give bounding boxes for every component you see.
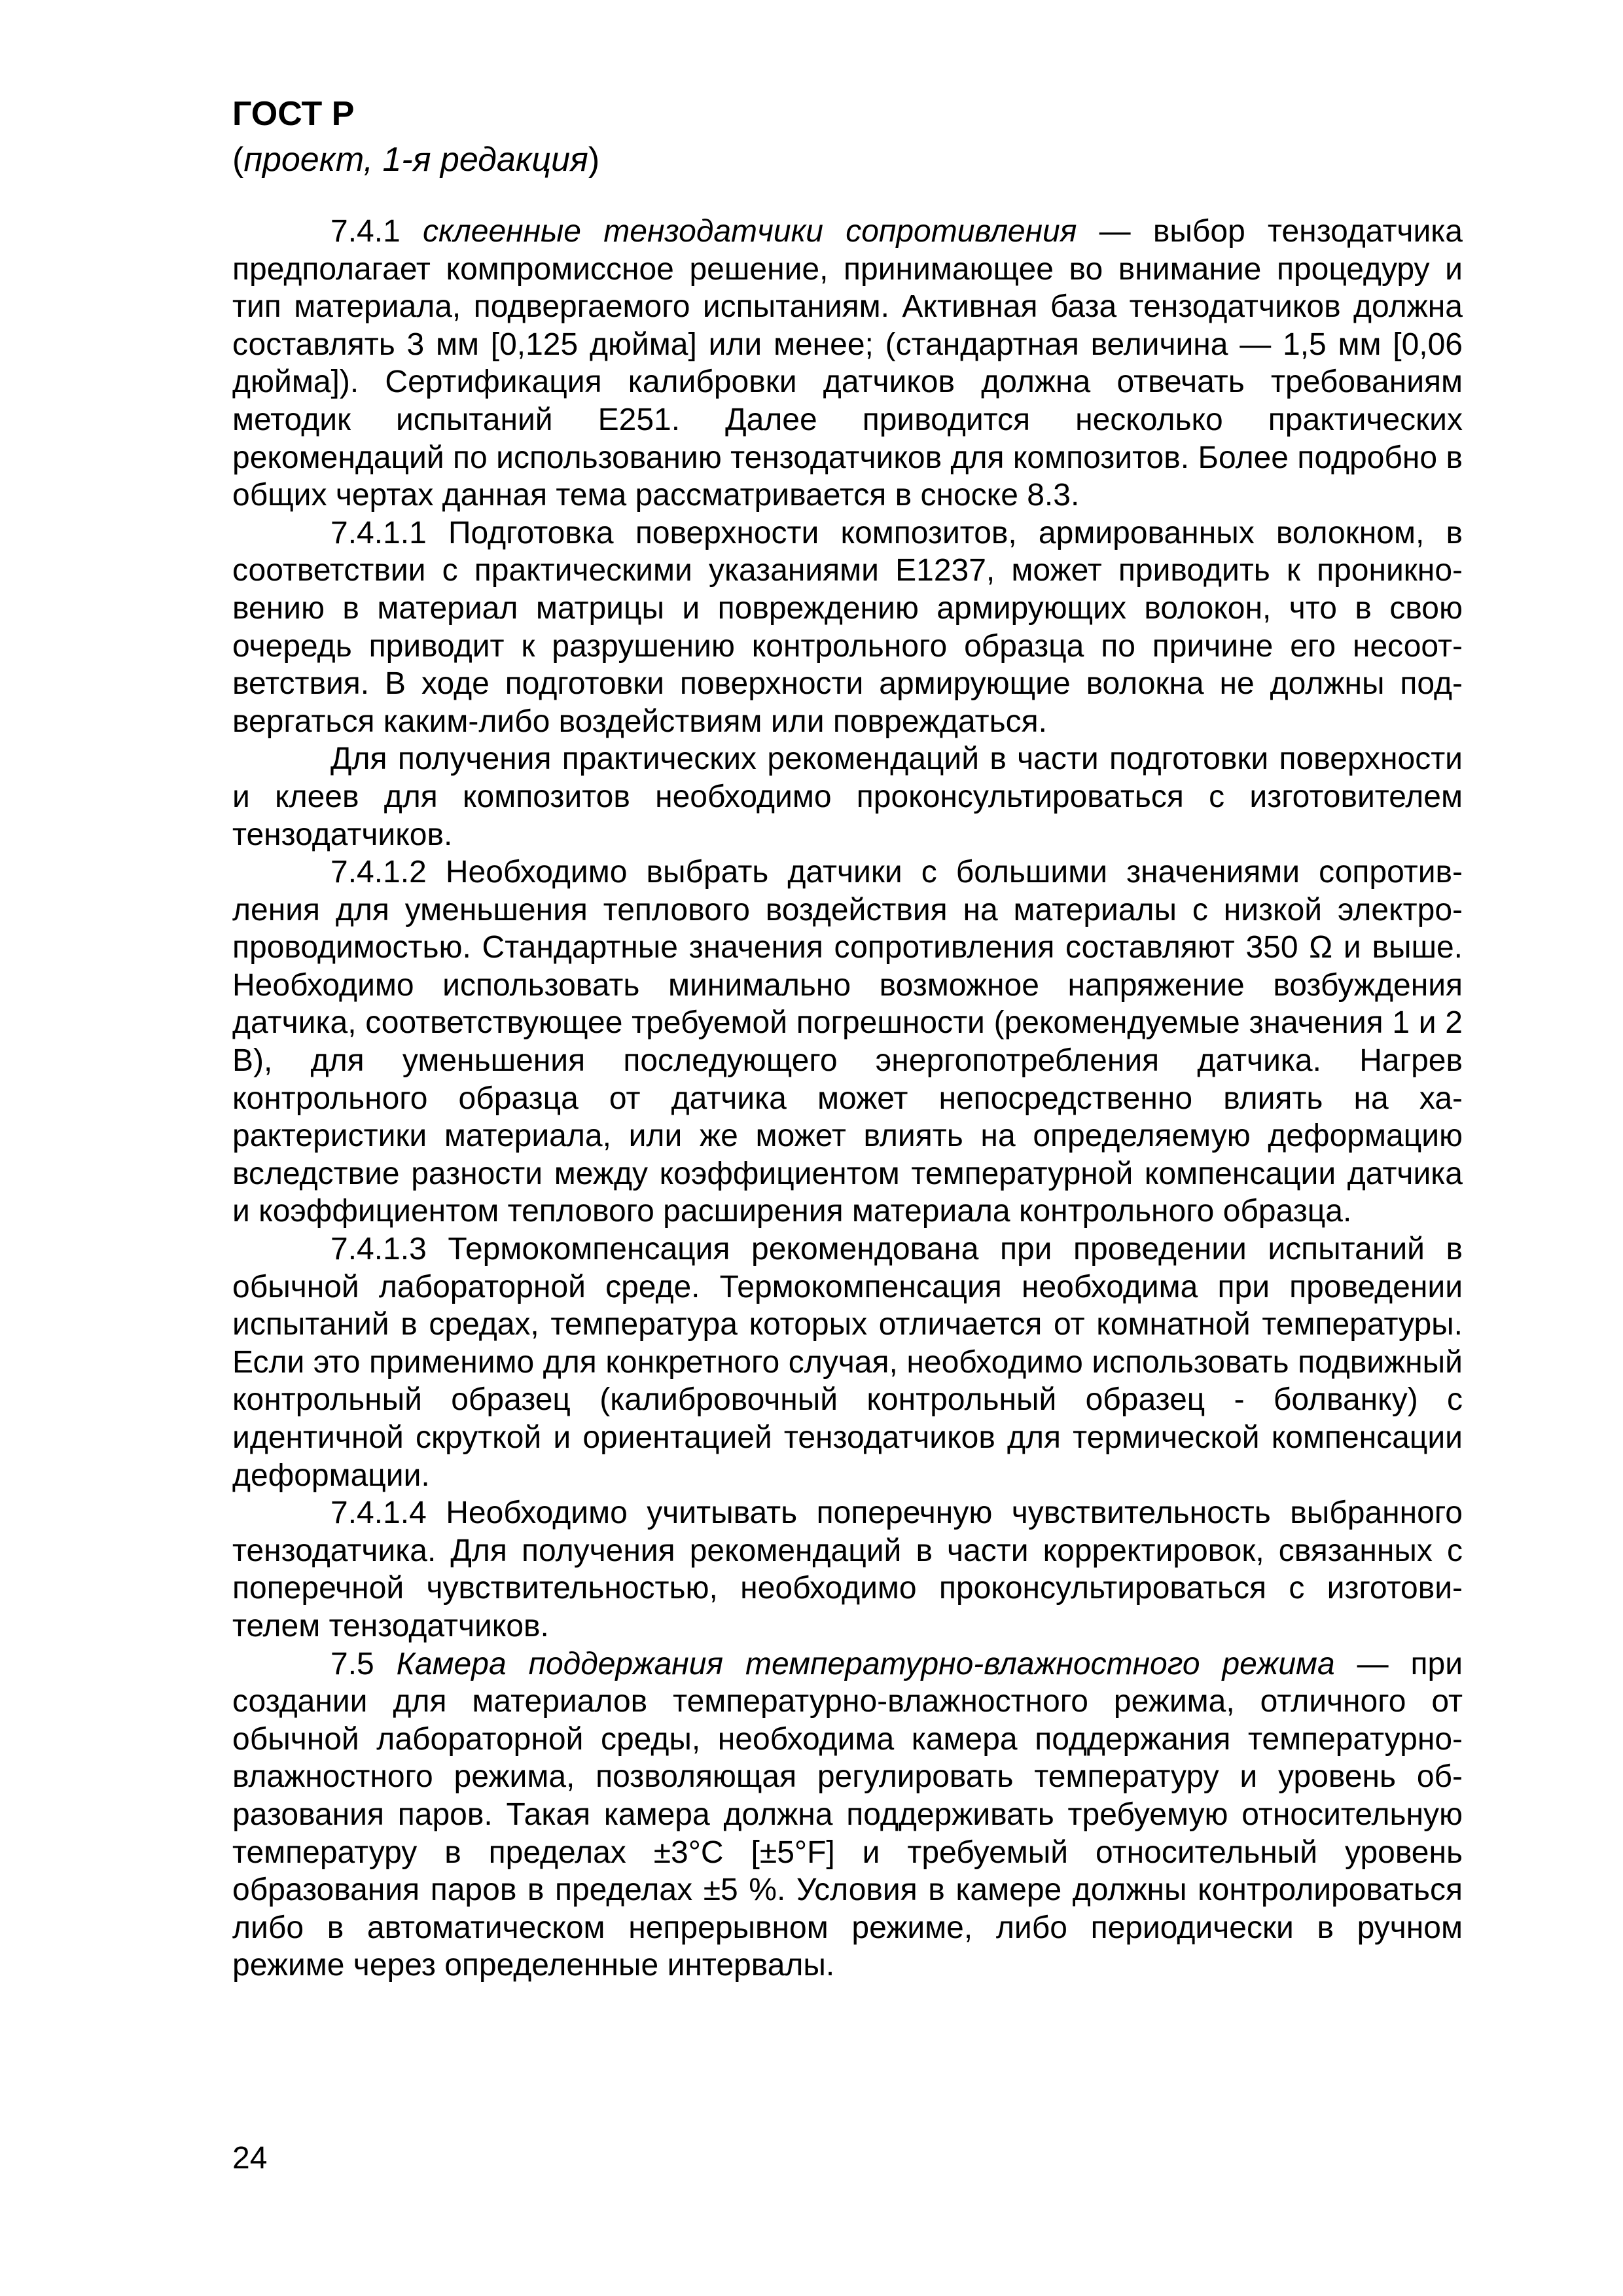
clause-7-4-1-1-note: Для получения практических рекомендаций в части подготовки поверхности и клеев для композитов необходимо проконсультироваться с изготовителем тензодатчиков. [232,742,1463,852]
subtitle-open-paren: ( [232,141,244,179]
clause-text: — выбор тензодатчика предполагает компромиссное решение, принимающее во внимание процедуру и тип материала, подвергаемого испытаниям. Активная база тензодатчиков должна составлять 3 мм [0,125 дюйма] или менее; (стандартная величина — 1,5 мм [0,06 дюйма]). Сертификация калибровки датчиков должна отвечать требованиям методик испытаний E251. Далее приводится несколько практических рекомендаций по использованию тензодатчиков для композитов. Более подробно в общих чертах данная тема рассматривается в сноске 8.3. [232,214,1463,513]
clause-term: Камера поддержания температурно-влажностного режима [396,1646,1335,1681]
clause-7-4-1-3: 7.4.1.3 Термокомпенсация рекомендована при проведении испытаний в обычной лабораторной среде. Термокомпенсация необходима при проведении испытаний в средах, температура которых отличается от комнатной температуры. Если это применимо для конкретного случая, необходимо использовать подвижный контрольный образец (калибровочный контрольный образец - болванку) с идентичной скруткой и ориентацией тензодатчиков для термической компенсации деформации. [232,1232,1463,1493]
document-title: ГОСТ Р [232,95,355,133]
clause-7-4-1-4: 7.4.1.4 Необходимо учитывать поперечную чувствительность выбранного тензодатчика. Для получения рекомендаций в части корректировок, связанных с поперечной чувствительностью, необходимо проконсультироваться с изготовителем тензодатчиков. [232,1496,1463,1643]
document-header [232,92,599,183]
clause-7-5 [232,1645,1463,1984]
clause-7-4-1 [232,213,1463,514]
clause-number: 7.4.1 [330,214,423,249]
clause-term: склеенные тензодатчики сопротивления [423,214,1077,249]
page-number: 24 [232,2141,268,2176]
clause-text: — при создании для материалов температурно-влажностного режима, отличного от обычной лабораторной среды, необходима камера поддержания температурно-влажностного режима, позволяющая регулировать температуру и уровень образования паров. Такая камера должна поддерживать требуемую относительную температуру в пределах ±3°C [±5°F] и требуемый относительный уровень образования паров в пределах ±5 %. Условия в камере должны контролироваться либо в автоматическом непрерывном режиме, либо периодически в ручном режиме через определенные интервалы. [232,1646,1463,1983]
subtitle-edition: проект, 1-я редакция [243,141,588,179]
document-subtitle [232,136,599,183]
document-body [232,213,1463,1984]
subtitle-close-paren: ) [588,141,600,179]
clause-7-4-1-1: 7.4.1.1 Подготовка поверхности композитов, армированных волокном, в соответствии с практическими указаниями E1237, может приводить к проникновению в материал матрицы и повреждению армирующих волокон, что в свою очередь приводит к разрушению контрольного образца по причине его несоответствия. В ходе подготовки поверхности армирующие волокна не должны подвергаться каким-либо воздействиям или повреждаться. [232,515,1463,739]
clause-7-4-1-2: 7.4.1.2 Необходимо выбрать датчики с большими значениями сопротивления для уменьшения теплового воздействия на материалы с низкой электропроводимостью. Стандартные значения сопротивления составляют 350 Ω и выше. Необходимо использовать минимально возможное напряжение возбуждения датчика, соответствующее требуемой погрешности (рекомендуемые значения 1 и 2 В), для уменьшения последующего энергопотребления датчика. Нагрев контрольного образца от датчика может непосредственно влиять на характеристики материала, или же может влиять на определяемую деформацию вследствие разности между коэффициентом температурной компенсации датчика и коэффициентом теплового расширения материала контрольного образца. [232,855,1463,1229]
clause-number: 7.5 [330,1646,397,1681]
